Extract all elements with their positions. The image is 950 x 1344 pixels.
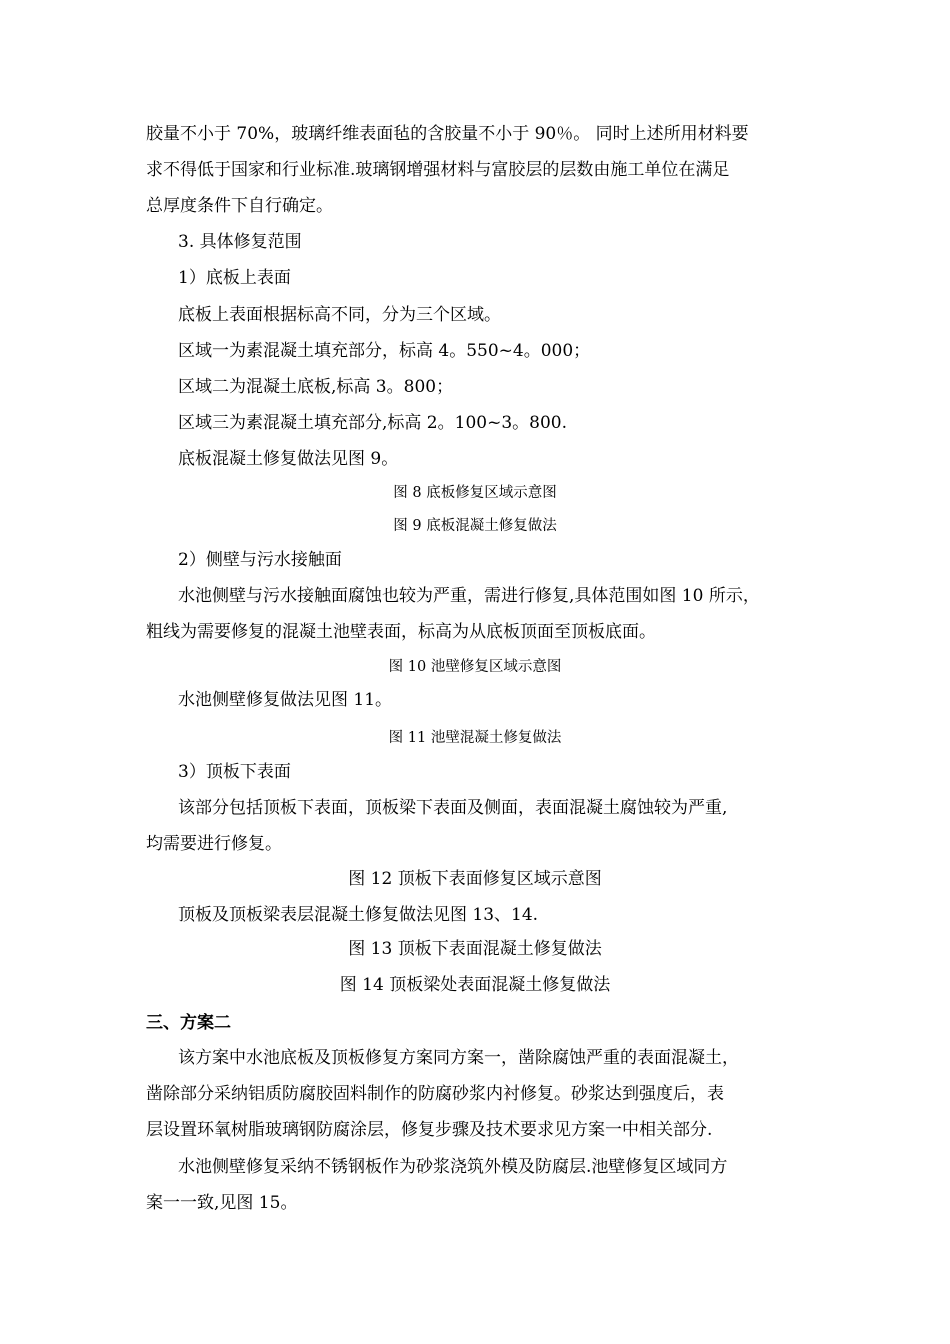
- figure-caption: 图 9 底板混凝土修复做法: [393, 518, 557, 534]
- paragraph-line: 顶板及顶板梁表层混凝土修复做法见图 13、14.: [178, 905, 539, 925]
- paragraph-line: 该部分包括顶板下表面，顶板梁下表面及侧面，表面混凝土腐蚀较为严重,: [178, 798, 728, 818]
- subsection-title: 2）侧壁与污水接触面: [178, 550, 342, 570]
- paragraph-line: 该方案中水池底板及顶板修复方案同方案一，凿除腐蚀严重的表面混凝土，: [178, 1048, 739, 1068]
- figure-caption: 图 12 顶板下表面修复区域示意图: [348, 869, 602, 889]
- figure-caption: 图 8 底板修复区域示意图: [393, 485, 557, 501]
- zone-line: 区域二为混凝土底板,标高 3。800；: [178, 377, 454, 397]
- figure-caption: 图 13 顶板下表面混凝土修复做法: [348, 939, 602, 959]
- section-heading: 三、方案二: [146, 1013, 231, 1033]
- paragraph-line: 底板上表面根据标高不同，分为三个区域。: [178, 305, 501, 325]
- zone-line: 区域三为素混凝土填充部分,标高 2。100~3。800.: [178, 413, 567, 433]
- subsection-title: 1）底板上表面: [178, 268, 291, 288]
- paragraph-line: 均需要进行修复。: [146, 834, 282, 854]
- paragraph-line: 胶量不小于 70%，玻璃纤维表面毡的含胶量不小于 90％。 同时上述所用材料要: [146, 124, 749, 144]
- figure-caption: 图 14 顶板梁处表面混凝土修复做法: [339, 975, 611, 995]
- figure-caption: 图 10 池壁修复区域示意图: [388, 659, 562, 675]
- paragraph-line: 求不得低于国家和行业标准.玻璃钢增强材料与富胶层的层数由施工单位在满足: [146, 160, 730, 180]
- paragraph-line: 粗线为需要修复的混凝土池壁表面，标高为从底板顶面至顶板底面。: [146, 622, 656, 642]
- section-title: 3. 具体修复范围: [178, 232, 302, 252]
- paragraph-line: 凿除部分采纳铝质防腐胶固料制作的防腐砂浆内衬修复。砂浆达到强度后，表: [146, 1084, 724, 1104]
- paragraph-line: 总厚度条件下自行确定。: [146, 196, 333, 216]
- paragraph-line: 水池侧壁修复采纳不锈钢板作为砂浆浇筑外模及防腐层.池壁修复区域同方: [178, 1157, 728, 1177]
- paragraph-line: 案一一致,见图 15。: [146, 1193, 298, 1213]
- paragraph-line: 底板混凝土修复做法见图 9。: [178, 449, 399, 469]
- figure-caption: 图 11 池壁混凝土修复做法: [388, 730, 562, 746]
- paragraph-line: 水池侧壁修复做法见图 11。: [178, 690, 393, 710]
- paragraph-line: 层设置环氧树脂玻璃钢防腐涂层，修复步骤及技术要求见方案一中相关部分.: [146, 1120, 713, 1140]
- paragraph-line: 水池侧壁与污水接触面腐蚀也较为严重，需进行修复,具体范围如图 10 所示，: [178, 586, 760, 606]
- zone-line: 区域一为素混凝土填充部分，标高 4。550~4。000；: [178, 341, 591, 361]
- subsection-title: 3）顶板下表面: [178, 762, 291, 782]
